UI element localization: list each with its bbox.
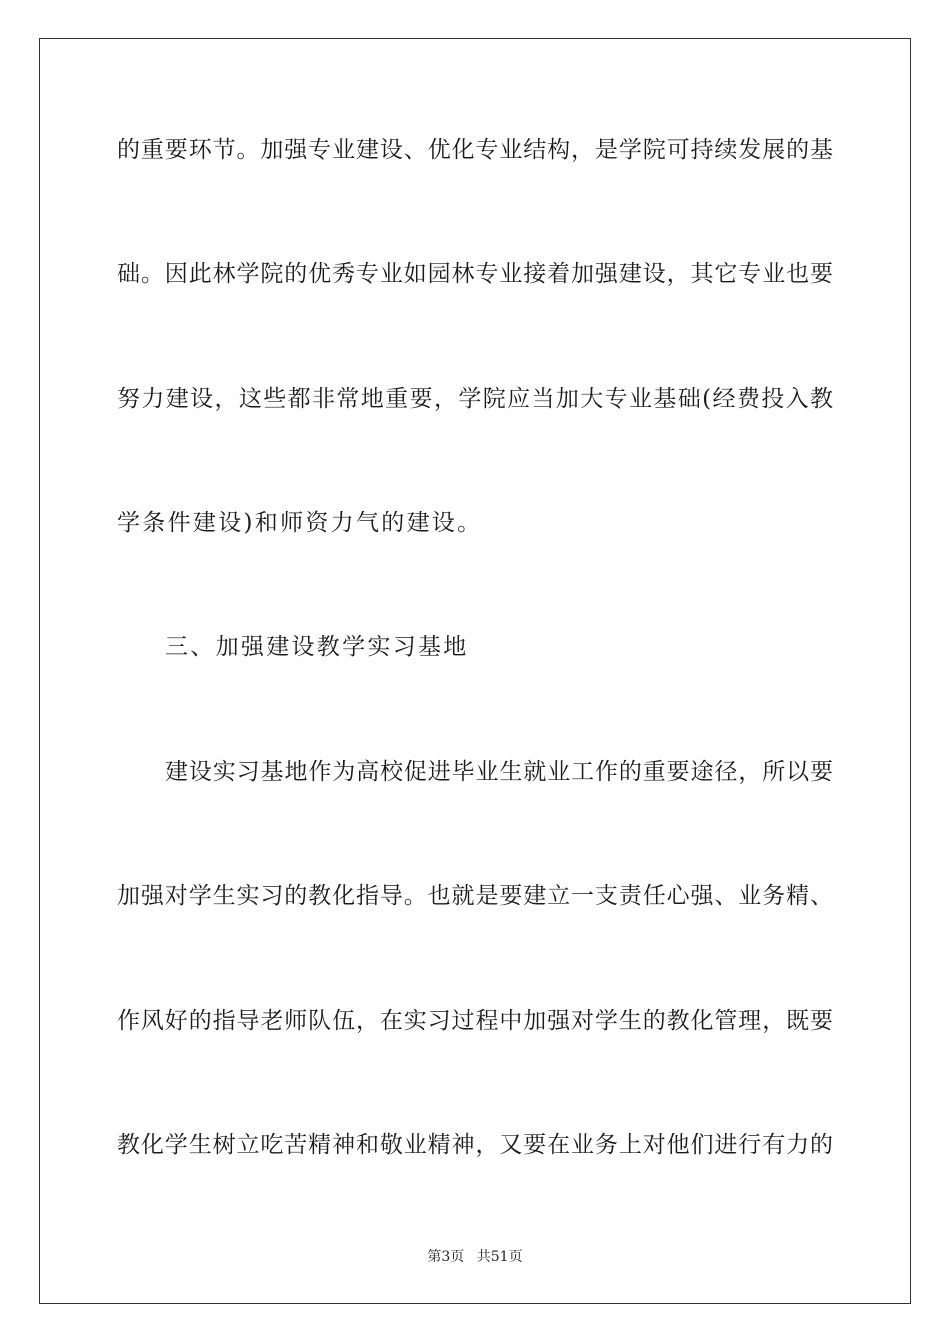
page-footer xyxy=(0,1247,950,1267)
paragraph-line-7: 加强对学生实习的教化指导。也就是要建立一支责任心强、业务精、 xyxy=(117,883,833,909)
paragraph-line-4: 学条件建设)和师资力气的建设。 xyxy=(117,510,483,536)
paragraph-line-9: 教化学生树立吃苦精神和敬业精神，又要在业务上对他们进行有力的 xyxy=(117,1132,833,1158)
paragraph-line-8: 作风好的指导老师队伍，在实习过程中加强对学生的教化管理，既要 xyxy=(117,1008,833,1034)
paragraph-line-6: 建设实习基地作为高校促进毕业生就业工作的重要途径，所以要 xyxy=(165,759,833,785)
paragraph-line-1: 的重要环节。加强专业建设、优化专业结构，是学院可持续发展的基 xyxy=(117,137,833,163)
current-page-number: 第3页 xyxy=(427,1249,465,1265)
section-heading: 三、加强建设教学实习基地 xyxy=(165,634,469,660)
paragraph-line-2: 础。因此林学院的优秀专业如园林专业接着加强建设，其它专业也要 xyxy=(117,261,833,287)
total-page-count: 共51页 xyxy=(476,1249,523,1265)
paragraph-line-3: 努力建设，这些都非常地重要，学院应当加大专业基础(经费投入教 xyxy=(117,386,833,412)
page-border xyxy=(39,38,911,1304)
